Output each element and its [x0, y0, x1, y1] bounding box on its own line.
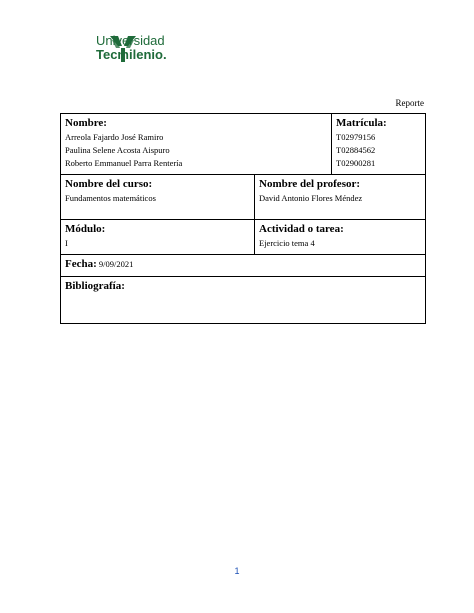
- fecha-cell: [61, 255, 426, 277]
- date-row: [61, 255, 426, 277]
- modulo-label: Módulo:: [65, 223, 106, 235]
- bibliography-row: [61, 277, 426, 324]
- matricula-cell: [332, 114, 426, 175]
- names-cell: [61, 114, 332, 175]
- report-form-table: [60, 113, 426, 324]
- student-name-3: Roberto Emmanuel Parra Rentería: [65, 158, 183, 168]
- actividad-cell: [255, 220, 426, 255]
- fecha-label: Fecha:: [65, 258, 97, 270]
- student-name-2: Paulina Selene Acosta Aispuro: [65, 145, 170, 155]
- matricula-label: Matrícula:: [336, 117, 387, 129]
- student-name-1: Arreola Fajardo José Ramiro: [65, 132, 164, 142]
- curso-cell: [61, 175, 255, 220]
- matricula-2: T02884562: [336, 145, 376, 155]
- logo-line-1: Universidad: [96, 33, 165, 48]
- modulo-cell: [61, 220, 255, 255]
- profesor-label: Nombre del profesor:: [259, 178, 361, 190]
- bibliografia-cell: [61, 277, 426, 324]
- module-row: [61, 220, 426, 255]
- logo-line-2: Tecmilenio.: [96, 47, 167, 62]
- university-logo-text: [96, 34, 167, 62]
- modulo-value: I: [65, 238, 68, 248]
- course-row: [61, 175, 426, 220]
- page-number: 1: [234, 566, 240, 576]
- curso-label: Nombre del curso:: [65, 178, 153, 190]
- names-row: [61, 114, 426, 175]
- matricula-3: T02900281: [336, 158, 376, 168]
- curso-value: Fundamentos matemáticos: [65, 193, 156, 203]
- actividad-value: Ejercicio tema 4: [259, 238, 315, 248]
- profesor-cell: [255, 175, 426, 220]
- report-label: Reporte: [395, 98, 424, 108]
- bibliografia-label: Bibliografía:: [65, 280, 125, 292]
- profesor-value: David Antonio Flores Méndez: [259, 193, 363, 203]
- actividad-label: Actividad o tarea:: [259, 223, 344, 235]
- fecha-value: 9/09/2021: [98, 259, 134, 269]
- nombre-label: Nombre:: [65, 117, 107, 129]
- matricula-1: T02979156: [336, 132, 376, 142]
